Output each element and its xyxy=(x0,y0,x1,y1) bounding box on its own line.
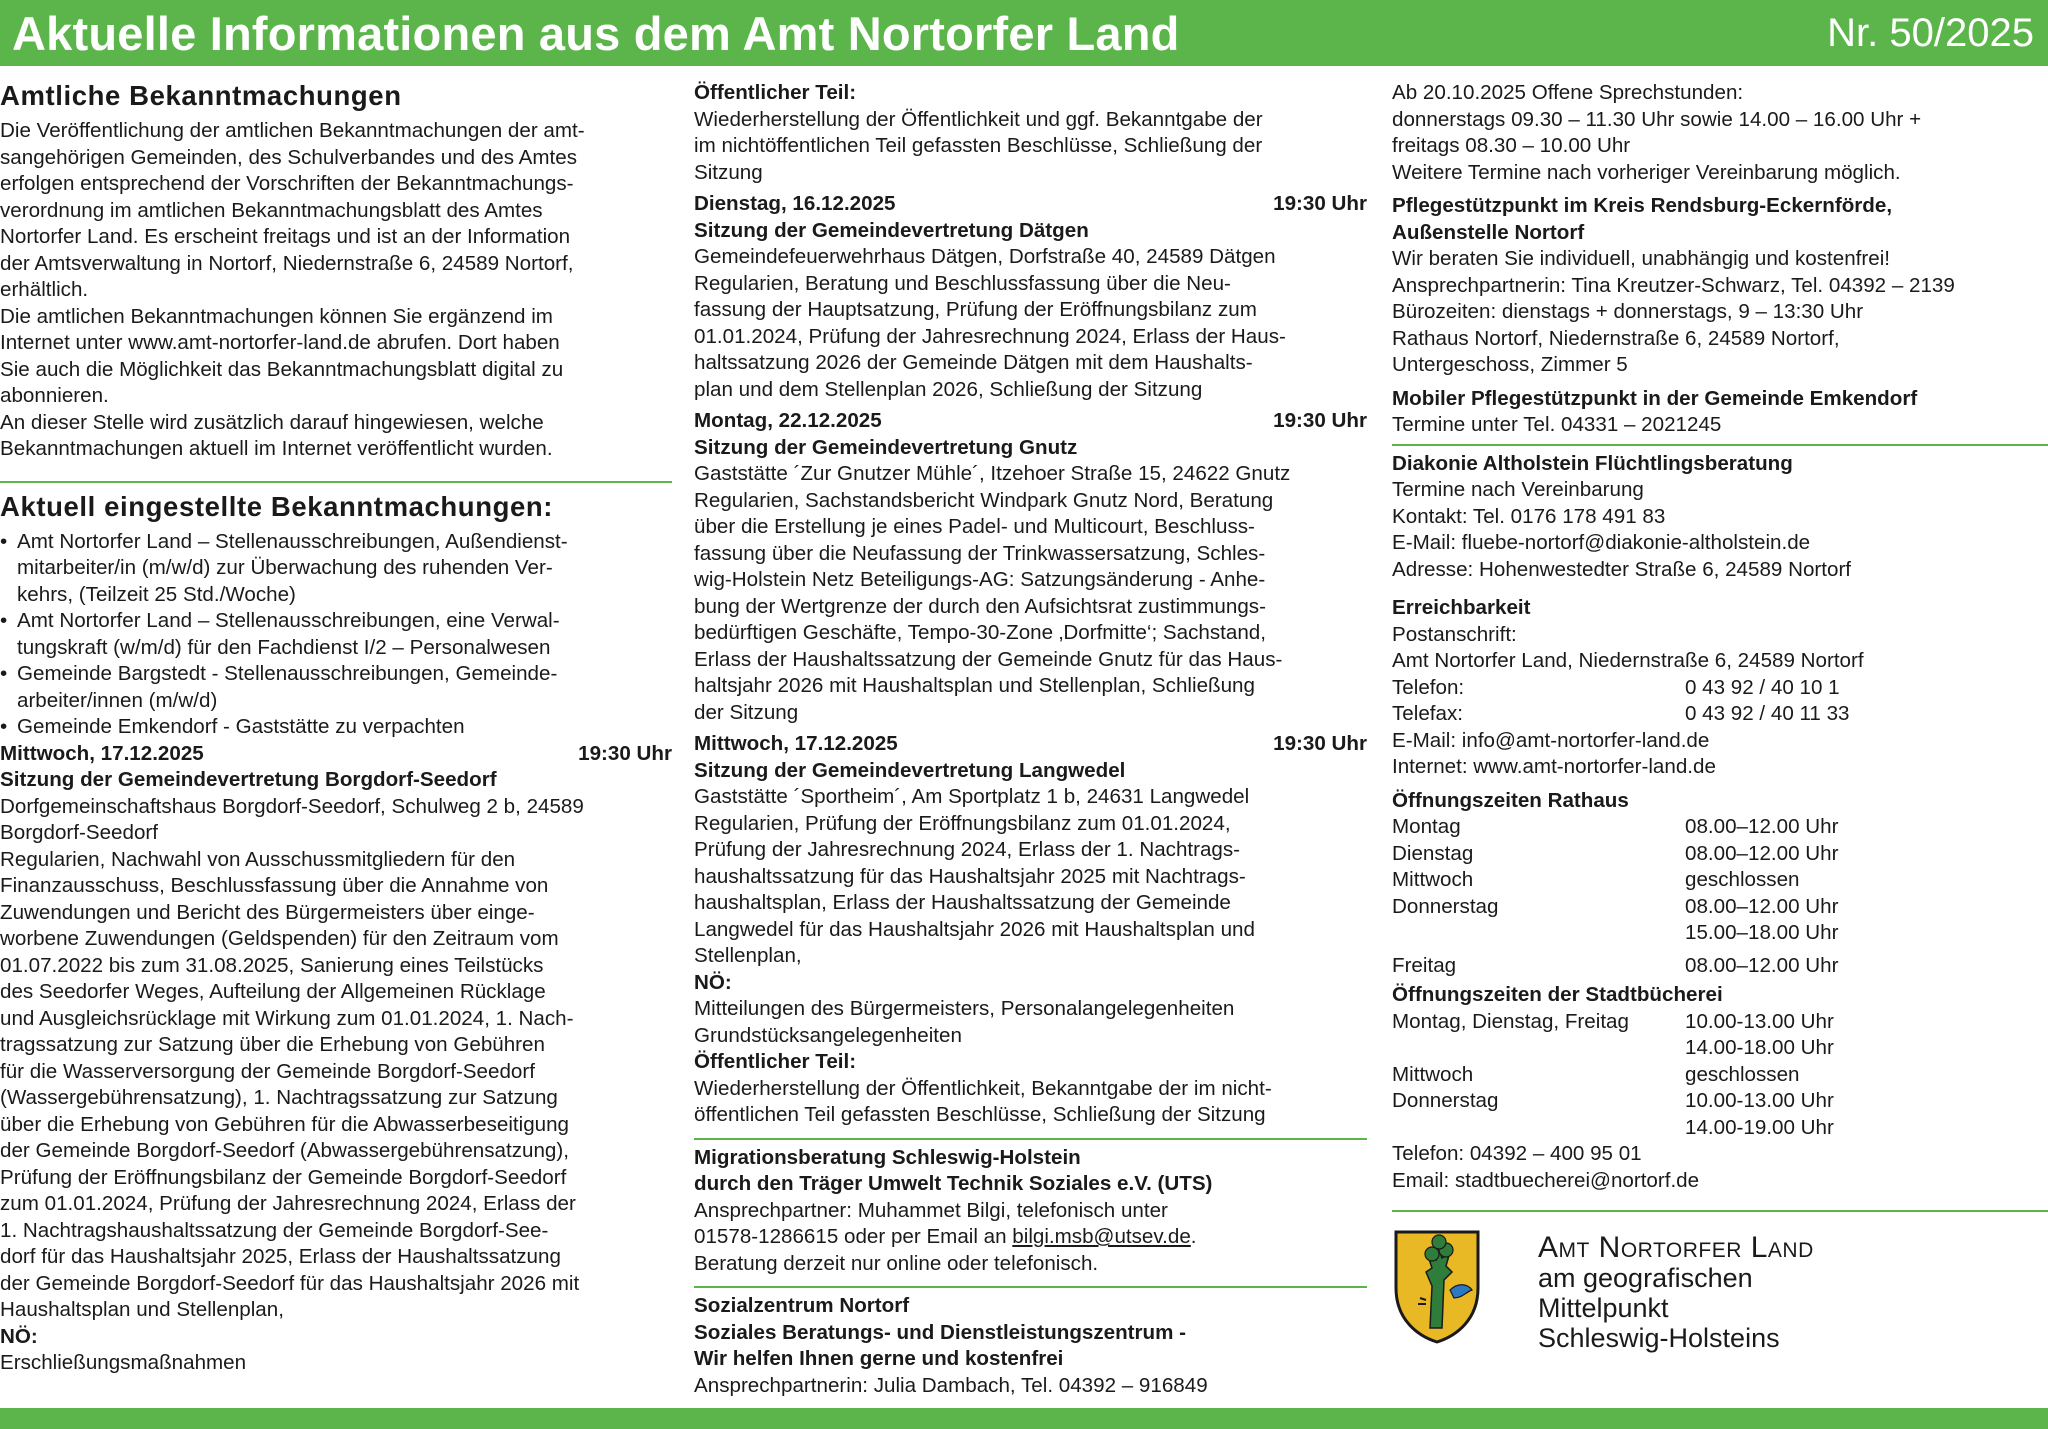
meeting-line: Prüfung der Eröffnungsbilanz der Gemeinde Borgdorf-Seedorf xyxy=(0,1165,567,1189)
meeting-line: Regularien, Prüfung der Eröffnungsbilanz zum 01.01.2024, xyxy=(694,811,1231,835)
meeting-date: Montag, 22.12.2025 xyxy=(694,409,882,432)
hours-day: Mittwoch xyxy=(1392,868,1474,891)
page-title: Aktuelle Informationen aus dem Amt Nortorfer Land xyxy=(12,6,1180,60)
meeting-line: haltsjahr 2026 mit Haushaltsplan und Stellenplan, Schließung xyxy=(694,674,1255,697)
hours-time: 10.00-13.00 Uhr xyxy=(1685,1089,1834,1112)
pflege-line: Wir beraten Sie individuell, unabhängig und kostenfrei! xyxy=(1392,247,1890,270)
meeting-line: Langwedel für das Haushaltsjahr 2026 mit Haushaltsplan und xyxy=(694,917,1255,941)
sprechstunden-line: donnerstags 09.30 – 11.30 Uhr sowie 14.00 – 16.00 Uhr + xyxy=(1392,107,1922,131)
internet-line: Internet: www.amt-nortorfer-land.de xyxy=(1392,755,1716,778)
meeting-line: haltssatzung 2026 der Gemeinde Dätgen mit dem Haushalts- xyxy=(694,351,1253,374)
meeting-line: 01.07.2022 bis zum 31.08.2025, Sanierung eines Teilstücks xyxy=(0,953,544,977)
hours-time: geschlossen xyxy=(1685,1062,1800,1086)
issue-number: Nr. 50/2025 xyxy=(1827,10,2034,55)
intro-line: Die amtlichen Bekanntmachungen können Sie ergänzend im xyxy=(0,304,553,328)
hours-row xyxy=(1392,1088,2048,1115)
amt-logo xyxy=(1392,1228,2048,1353)
hours-row xyxy=(1392,1062,2048,1089)
meeting-title: Sitzung der Gemeindevertretung Gnutz xyxy=(694,435,1078,459)
column-left xyxy=(0,80,672,1377)
no-label: NÖ: xyxy=(694,970,732,994)
public-line: Wiederherstellung der Öffentlichkeit, Bekanntgabe der im nicht- xyxy=(694,1076,1272,1100)
public-line: Wiederherstellung der Öffentlichkeit und ggf. Bekanntgabe der xyxy=(694,107,1263,131)
migration-title: Migrationsberatung Schleswig-Holstein xyxy=(694,1145,1081,1169)
hours-row xyxy=(1392,867,2048,894)
meeting-line: Prüfung der Jahresrechnung 2024, Erlass der 1. Nachtrags- xyxy=(694,838,1241,861)
hours-time: 15.00–18.00 Uhr xyxy=(1685,921,1839,944)
hours-day xyxy=(1392,1115,1685,1142)
meeting-time: 19:30 Uhr xyxy=(1273,732,1367,755)
hours-day: Dienstag xyxy=(1392,841,1474,865)
hours-day: Donnerstag xyxy=(1392,894,1499,918)
sozialzentrum-contact: Ansprechpartnerin: Julia Dambach, Tel. 04392 – 916849 xyxy=(694,1373,1208,1397)
meeting-line: bedürftigen Geschäfte, Tempo-30-Zone ‚Dorfmitte‘; Sachstand, xyxy=(694,621,1266,644)
meeting-date: Mittwoch, 17.12.2025 xyxy=(0,741,204,765)
mobil-title: Mobiler Pflegestützpunkt in der Gemeinde Emkendorf xyxy=(1392,386,1918,410)
intro-line: erhältlich. xyxy=(0,278,89,301)
diakonie-line: Kontakt: Tel. 0176 178 491 83 xyxy=(1392,504,1666,528)
hours-day: Donnerstag xyxy=(1392,1089,1499,1112)
meeting-line: zum 01.01.2024, Prüfung der Jahresrechnung 2024, Erlass der xyxy=(0,1192,576,1215)
footer-bar xyxy=(0,1408,2048,1429)
public-line: im nichtöffentlichen Teil gefassten Beschlüsse, Schließung der xyxy=(694,134,1263,157)
meeting-date: Mittwoch, 17.12.2025 xyxy=(694,732,898,755)
pflege-line: Untergeschoss, Zimmer 5 xyxy=(1392,353,1628,376)
intro-line: sangehörigen Gemeinden, des Schulverbandes und des Amtes xyxy=(0,145,578,169)
punctuation: . xyxy=(1190,1225,1197,1248)
hours-day: Freitag xyxy=(1392,953,1457,977)
hours-row xyxy=(1392,953,2048,980)
logo-tagline: Mittelpunkt xyxy=(1538,1293,1669,1323)
meeting-line: plan und dem Stellenplan 2026, Schließung der Sitzung xyxy=(694,377,1203,401)
meeting-line: Gemeindefeuerwehrhaus Dätgen, Dorfstraße 40, 24589 Dätgen xyxy=(694,245,1276,268)
library-phone: Telefon: 04392 – 400 95 01 xyxy=(1392,1142,1642,1165)
email-line: E-Mail: info@amt-nortorfer-land.de xyxy=(1392,728,1710,752)
meeting-line: Regularien, Sachstandsbericht Windpark Gnutz Nord, Beratung xyxy=(694,488,1274,512)
sprechstunden-line: Weitere Termine nach vorheriger Vereinbarung möglich. xyxy=(1392,160,1901,184)
no-line: Grundstücksangelegenheiten xyxy=(694,1023,962,1047)
meeting-time: 19:30 Uhr xyxy=(1273,192,1367,215)
migration-contact xyxy=(694,1224,1367,1251)
meeting-line: der Sitzung xyxy=(694,700,799,724)
meeting-line: fassung über die Neufassung der Trinkwassersatzung, Schles- xyxy=(694,541,1266,565)
intro-line: Die Veröffentlichung der amtlichen Bekanntmachungen der amt- xyxy=(0,119,585,142)
meeting-header-langwedel xyxy=(694,731,1367,758)
migration-line: Beratung derzeit nur online oder telefonisch. xyxy=(694,1251,1099,1275)
hours-day xyxy=(1392,920,1685,947)
meeting-line: Zuwendungen und Bericht des Bürgermeisters über einge- xyxy=(0,900,535,924)
hours-row xyxy=(1392,894,2048,921)
bullet-item xyxy=(0,529,672,609)
bullet-item xyxy=(0,714,672,741)
bullet-line: • Amt Nortorfer Land – Stellenausschreibungen, Außendienst- xyxy=(17,529,568,553)
meeting-line: für die Wasserversorgung der Gemeinde Borgdorf-Seedorf xyxy=(0,1059,535,1083)
bullet-line: mitarbeiter/in (m/w/d) zur Überwachung des ruhenden Ver- xyxy=(17,556,553,579)
intro-line: Bekanntmachungen aktuell im Internet veröffentlicht wurden. xyxy=(0,437,553,460)
meeting-title: Sitzung der Gemeindevertretung Borgdorf-Seedorf xyxy=(0,768,497,791)
rathaus-hours-title: Öffnungszeiten Rathaus xyxy=(1392,788,1629,812)
sozialzentrum-subtitle: Soziales Beratungs- und Dienstleistungszentrum - xyxy=(694,1320,1187,1344)
bullet-item xyxy=(0,661,672,714)
meeting-line: Borgdorf-Seedorf xyxy=(0,821,158,844)
intro-line: An dieser Stelle wird zusätzlich darauf hingewiesen, welche xyxy=(0,410,544,434)
divider xyxy=(1392,1210,2048,1212)
sprechstunden-line: freitags 08.30 – 10.00 Uhr xyxy=(1392,134,1631,157)
hours-time: 14.00-18.00 Uhr xyxy=(1685,1036,1834,1059)
hours-time: 08.00–12.00 Uhr xyxy=(1685,953,1839,977)
meeting-line: bung der Wertgrenze der durch den Aufsichtsrat zustimmungs- xyxy=(694,594,1266,618)
diakonie-line: Adresse: Hohenwestedter Straße 6, 24589 Nortorf xyxy=(1392,557,1852,581)
sozialzentrum-subtitle: Wir helfen Ihnen gerne und kostenfrei xyxy=(694,1347,1064,1370)
post-label: Postanschrift: xyxy=(1392,622,1517,646)
fax-label: Telefax: xyxy=(1392,702,1463,725)
fax-value: 0 43 92 / 40 11 33 xyxy=(1685,702,1850,725)
migration-phone-text: 01578-1286615 oder per Email an xyxy=(694,1225,1013,1248)
intro-line: verordnung im amtlichen Bekanntmachungsblatt des Amtes xyxy=(0,198,543,222)
phone-row xyxy=(1392,675,2048,702)
meeting-line: Stellenplan, xyxy=(694,944,802,967)
pflege-title: Pflegestützpunkt im Kreis Rendsburg-Eckernförde, xyxy=(1392,194,1893,217)
mobil-line: Termine unter Tel. 04331 – 2021245 xyxy=(1392,413,1722,436)
hours-time: 14.00-19.00 Uhr xyxy=(1685,1115,1834,1139)
meeting-line: 1. Nachtragshaushaltssatzung der Gemeinde Borgdorf-See- xyxy=(0,1218,549,1242)
pflege-line: Bürozeiten: dienstags + donnerstags, 9 – 13:30 Uhr xyxy=(1392,300,1864,323)
bullet-line: • Amt Nortorfer Land – Stellenausschreibungen, eine Verwal- xyxy=(17,609,560,632)
diakonie-line: E-Mail: fluebe-nortorf@diakonie-altholstein.de xyxy=(1392,531,1811,554)
meeting-line: Gaststätte ´Sportheim´, Am Sportplatz 1 b, 24631 Langwedel xyxy=(694,785,1250,808)
public-line: Sitzung xyxy=(694,160,763,184)
meeting-line: Dorfgemeinschaftshaus Borgdorf-Seedorf, Schulweg 2 b, 24589 xyxy=(0,794,584,818)
meeting-line: wig-Holstein Netz Beteiligungs-AG: Satzungsänderung - Anhe- xyxy=(694,568,1266,591)
post-value: Amt Nortorfer Land, Niedernstraße 6, 24589 Nortorf xyxy=(1392,649,1864,672)
phone-label: Telefon: xyxy=(1392,675,1465,699)
heading-amtliche-bekanntmachungen: Amtliche Bekanntmachungen xyxy=(0,80,402,111)
hours-row xyxy=(1392,814,2048,841)
library-hours-title: Öffnungszeiten der Stadtbücherei xyxy=(1392,983,1723,1006)
bullet-line: kehrs, (Teilzeit 25 Std./Woche) xyxy=(17,582,296,606)
pflege-line: Rathaus Nortorf, Niedernstraße 6, 24589 Nortorf, xyxy=(1392,326,1840,350)
intro-line: der Amtsverwaltung in Nortorf, Niedernstraße 6, 24589 Nortorf, xyxy=(0,251,574,275)
meeting-line: des Seedorfer Weges, Aufteilung der Allgemeinen Rücklage xyxy=(0,980,546,1003)
hours-day: Montag xyxy=(1392,815,1461,838)
phone-value: 0 43 92 / 40 10 1 xyxy=(1685,675,1840,699)
hours-row xyxy=(1392,1115,2048,1142)
library-email: Email: stadtbuecherei@nortorf.de xyxy=(1392,1168,1700,1192)
hours-day xyxy=(1392,1035,1685,1062)
bullet-line: tungskraft (w/m/d) für den Fachdienst I/2 – Personalwesen xyxy=(17,635,551,659)
meeting-line: der Gemeinde Borgdorf-Seedorf für das Haushaltsjahr 2026 mit xyxy=(0,1271,580,1295)
public-line: öffentlichen Teil gefassten Beschlüsse, Schließung der Sitzung xyxy=(694,1103,1266,1126)
fax-row xyxy=(1392,701,2048,728)
column-middle xyxy=(694,80,1367,1399)
meeting-line: fassung der Hauptsatzung, Prüfung der Eröffnungsbilanz zum xyxy=(694,298,1257,321)
meeting-line: haushaltsplan, Erlass der Haushaltssatzung der Gemeinde xyxy=(694,891,1231,914)
migration-line: Ansprechpartner: Muhammet Bilgi, telefonisch unter xyxy=(694,1198,1168,1222)
meeting-line: Regularien, Nachwahl von Ausschussmitgliedern für den xyxy=(0,847,516,871)
meeting-time: 19:30 Uhr xyxy=(578,741,672,765)
migration-subtitle: durch den Träger Umwelt Technik Soziales e.V. (UTS) xyxy=(694,1172,1213,1195)
meeting-line: über die Erstellung je eines Padel- und Multicourt, Beschluss- xyxy=(694,515,1255,538)
meeting-time: 19:30 Uhr xyxy=(1273,409,1367,432)
no-label: NÖ: xyxy=(0,1324,38,1348)
no-text: Erschließungsmaßnahmen xyxy=(0,1351,247,1374)
pflege-line: Ansprechpartnerin: Tina Kreutzer-Schwarz, Tel. 04392 – 2139 xyxy=(1392,273,1955,297)
meeting-line: tragssatzung zur Satzung über die Erhebung von Gebühren xyxy=(0,1033,545,1056)
hours-day: Montag, Dienstag, Freitag xyxy=(1392,1009,1629,1033)
intro-line: abonnieren. xyxy=(0,384,109,407)
hours-row xyxy=(1392,841,2048,868)
hours-row xyxy=(1392,920,2048,947)
meeting-title: Sitzung der Gemeindevertretung Langwedel xyxy=(694,758,1126,782)
logo-text xyxy=(1538,1228,1814,1353)
meeting-date: Dienstag, 16.12.2025 xyxy=(694,192,896,215)
intro-line: Internet unter www.amt-nortorfer-land.de abrufen. Dort haben xyxy=(0,331,560,354)
logo-tagline: Schleswig-Holsteins xyxy=(1538,1323,1780,1353)
no-line: Mitteilungen des Bürgermeisters, Personalangelegenheiten xyxy=(694,997,1235,1020)
bullet-line: • Gemeinde Emkendorf - Gaststätte zu verpachten xyxy=(17,715,465,738)
hours-row xyxy=(1392,1009,2048,1036)
erreichbarkeit-title: Erreichbarkeit xyxy=(1392,596,1531,619)
heading-aktuell-eingestellt: Aktuell eingestellte Bekanntmachungen: xyxy=(0,490,554,522)
hours-time: 10.00-13.00 Uhr xyxy=(1685,1009,1834,1033)
meeting-line: der Gemeinde Borgdorf-Seedorf (Abwassergebührensatzung), xyxy=(0,1139,569,1162)
diakonie-line: Termine nach Vereinbarung xyxy=(1392,478,1644,501)
intro-line: Sie auch die Möglichkeit das Bekanntmachungsblatt digital zu xyxy=(0,357,564,381)
column-right xyxy=(1392,80,2048,1353)
coat-of-arms-icon xyxy=(1392,1228,1482,1346)
meeting-header-daetgen xyxy=(694,191,1367,218)
email-link[interactable]: bilgi.msb@utsev.de xyxy=(1012,1225,1191,1248)
public-part-label: Öffentlicher Teil: xyxy=(694,1050,857,1073)
logo-tagline: am geografischen xyxy=(1538,1263,1753,1293)
hours-time: geschlossen xyxy=(1685,868,1800,891)
meeting-line: (Wassergebührensatzung), 1. Nachtragssatzung zur Satzung xyxy=(0,1086,558,1109)
meeting-header xyxy=(0,741,672,768)
meeting-line: 01.01.2024, Prüfung der Jahresrechnung 2024, Erlass der Haus- xyxy=(694,324,1286,348)
meeting-line: über die Erhebung von Gebühren für die Abwasserbeseitigung xyxy=(0,1112,570,1136)
bullet-item xyxy=(0,608,672,661)
meeting-line: Finanzausschuss, Beschlussfassung über die Annahme von xyxy=(0,874,549,897)
pflege-subtitle: Außenstelle Nortorf xyxy=(1392,220,1585,244)
diakonie-title: Diakonie Altholstein Flüchtlingsberatung xyxy=(1392,451,1793,475)
hours-day: Mittwoch xyxy=(1392,1062,1474,1086)
intro-line: Nortorfer Land. Es erscheint freitags und ist an der Information xyxy=(0,225,571,248)
meeting-line: worbene Zuwendungen (Geldspenden) für den Zeitraum vom xyxy=(0,927,559,950)
hours-time: 08.00–12.00 Uhr xyxy=(1685,841,1839,865)
meeting-line: Haushaltsplan und Stellenplan, xyxy=(0,1298,284,1321)
meeting-title: Sitzung der Gemeindevertretung Dätgen xyxy=(694,218,1089,242)
logo-name: Amt Nortorfer Land xyxy=(1538,1231,1814,1264)
meeting-line: und Ausgleichsrücklage mit Wirkung zum 01.01.2024, 1. Nach- xyxy=(0,1006,574,1030)
meeting-header-gnutz xyxy=(694,408,1367,435)
meeting-line: haushaltssatzung für das Haushaltsjahr 2025 mit Nachtrags- xyxy=(694,864,1246,888)
hours-time: 08.00–12.00 Uhr xyxy=(1685,894,1839,918)
bullet-line: arbeiter/innen (m/w/d) xyxy=(17,688,218,712)
meeting-line: dorf für das Haushaltsjahr 2025, Erlass der Haushaltssatzung xyxy=(0,1245,561,1268)
sozialzentrum-title: Sozialzentrum Nortorf xyxy=(694,1294,910,1317)
hours-time: 08.00–12.00 Uhr xyxy=(1685,815,1839,838)
meeting-line: Regularien, Beratung und Beschlussfassung über die Neu- xyxy=(694,271,1231,295)
sprechstunden-line: Ab 20.10.2025 Offene Sprechstunden: xyxy=(1392,81,1744,104)
meeting-line: Gaststätte ´Zur Gnutzer Mühle´, Itzehoer Straße 15, 24622 Gnutz xyxy=(694,462,1291,485)
meeting-line: Erlass der Haushaltssatzung der Gemeinde Gnutz für das Haus- xyxy=(694,647,1283,671)
bullet-line: • Gemeinde Bargstedt - Stellenausschreibungen, Gemeinde- xyxy=(17,662,558,685)
intro-line: erfolgen entsprechend der Vorschriften der Bekanntmachungs- xyxy=(0,172,574,195)
hours-row xyxy=(1392,1035,2048,1062)
header-banner xyxy=(0,0,2048,66)
public-part-label: Öffentlicher Teil: xyxy=(694,81,857,104)
